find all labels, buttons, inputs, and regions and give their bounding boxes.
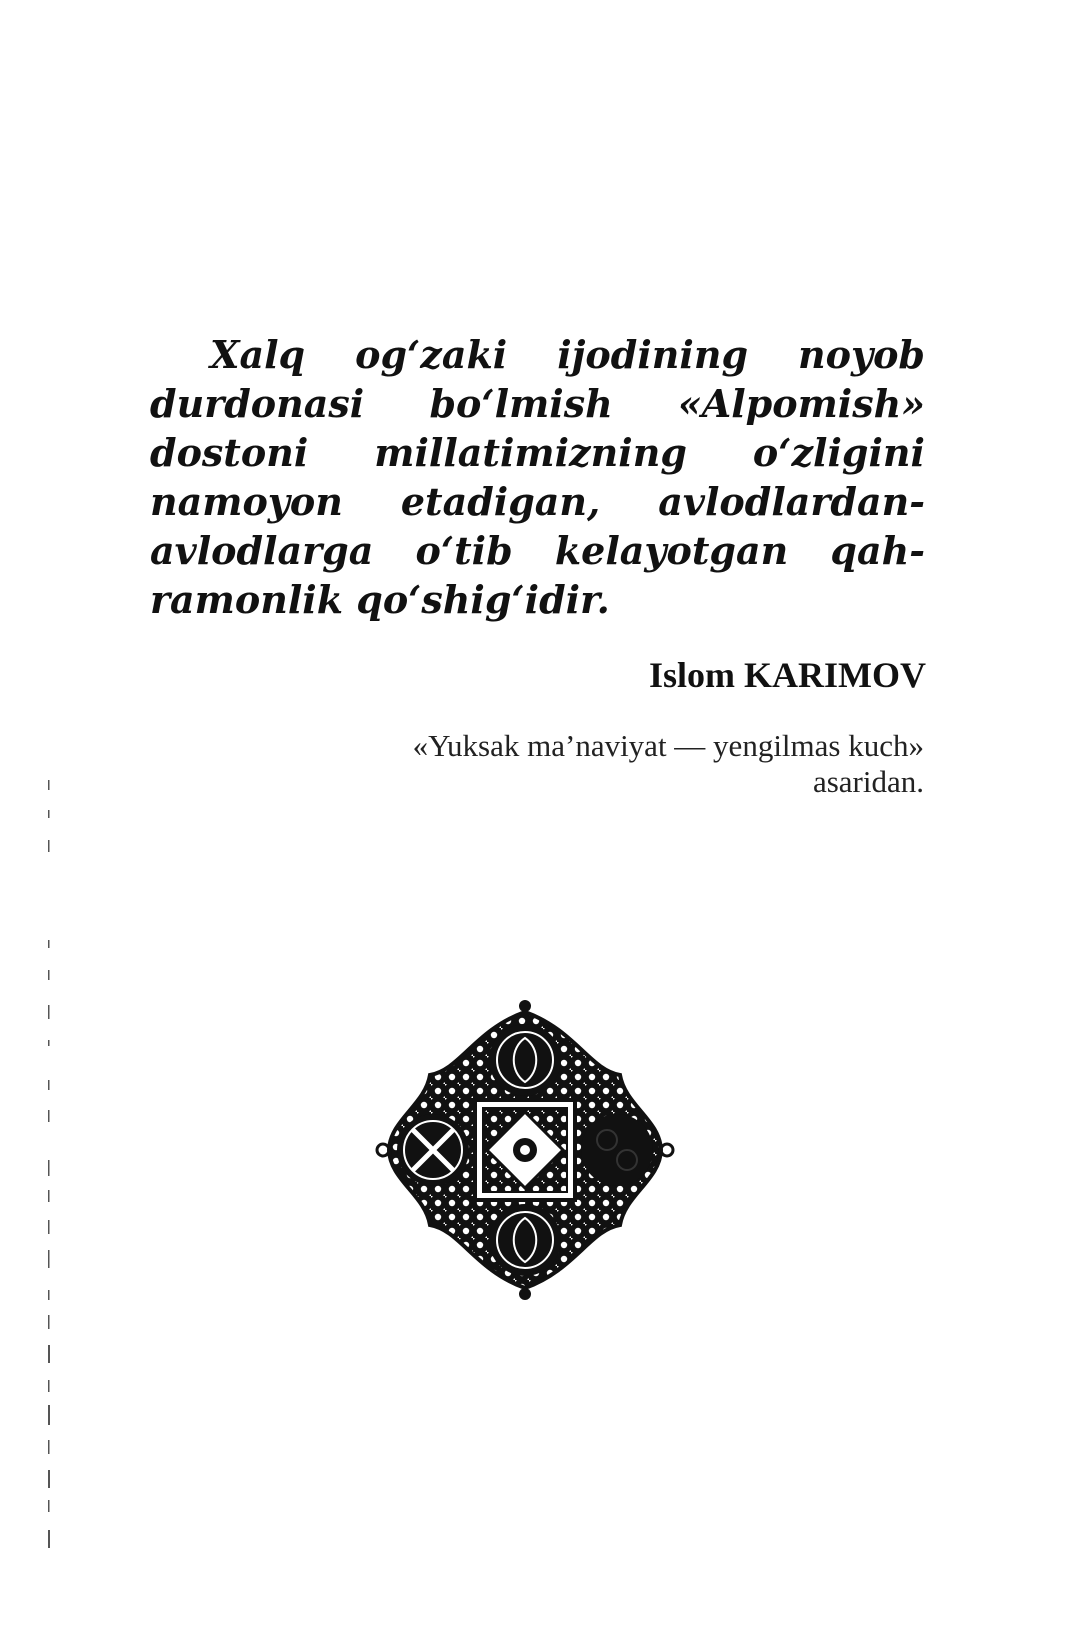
source-suffix: asaridan. <box>812 764 924 799</box>
source-title: «Yuksak ma’naviyat — yengilmas kuch» <box>412 728 924 763</box>
ornament-rosette-icon <box>375 1000 675 1300</box>
epigraph-line: dostoni millatimizning o‘zligini <box>150 430 925 475</box>
quote-author: Islom KARIMOV <box>649 655 926 695</box>
epigraph-line: namoyon etadigan, avlodlardan- <box>150 479 925 524</box>
epigraph-line: ramonlik qo‘shig‘idir. <box>150 577 610 622</box>
binding-edge-marks <box>44 780 54 1560</box>
epigraph-line: Xalq og‘zaki ijodining noyob <box>210 332 925 377</box>
epigraph-quote <box>150 330 925 624</box>
quote-source <box>224 728 924 800</box>
epigraph-line: durdonasi bo‘lmish «Alpomish» <box>150 381 925 426</box>
epigraph-line: avlodlarga o‘tib kelayotgan qah- <box>150 528 925 573</box>
